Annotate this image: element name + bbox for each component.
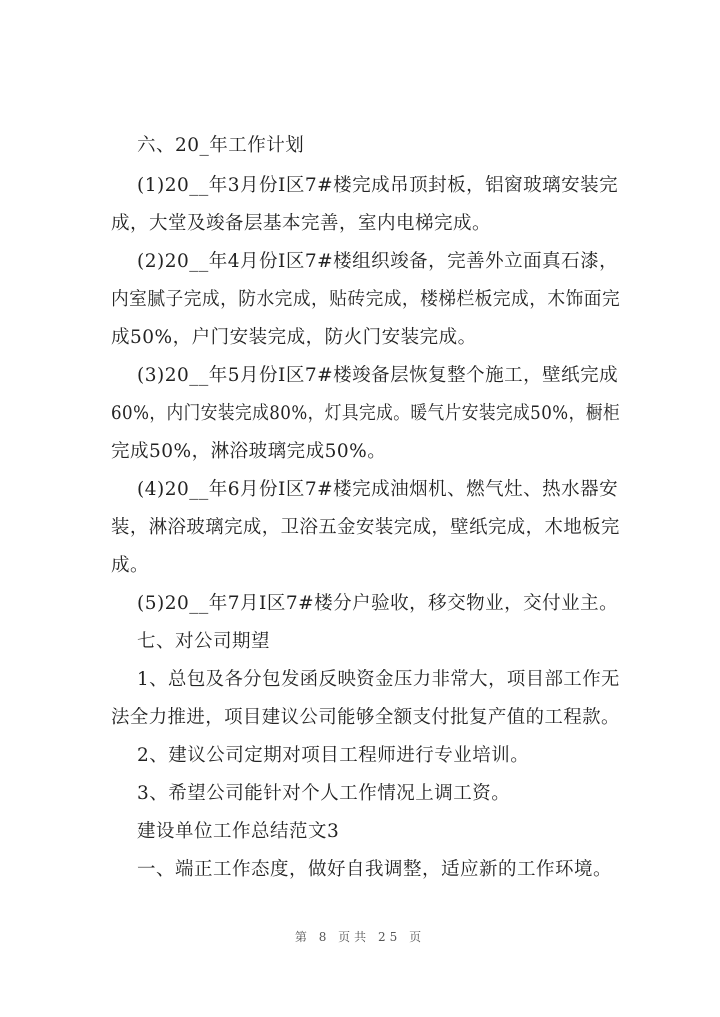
paragraph-line: 成，大堂及竣备层基本完善，室内电梯完成。 xyxy=(111,213,492,234)
paragraph-line: (1)20__年3月份I区7#楼完成吊顶封板，铝窗玻璃安装完 xyxy=(137,175,619,196)
paragraph-line: (5)20__年7月I区7#楼分户验收，移交物业，交付业主。 xyxy=(137,593,619,614)
paragraph-line: 2、建议公司定期对项目工程师进行专业培训。 xyxy=(137,745,530,766)
paragraph-line: 3、希望公司能针对个人工作情况上调工资。 xyxy=(137,783,511,804)
paragraph-line: 内室腻子完成，防水完成，贴砖完成，楼梯栏板完成，木饰面完 xyxy=(111,289,621,310)
paragraph-line: 1、总包及各分包发函反映资金压力非常大，项目部工作无 xyxy=(137,669,620,690)
section-heading-plan: 六、20_年工作计划 xyxy=(137,135,305,156)
paragraph-line: 完成50%，淋浴玻璃完成50%。 xyxy=(111,441,387,462)
paragraph-line: (2)20__年4月份I区7#楼组织竣备，完善外立面真石漆， xyxy=(137,251,619,272)
paragraph-line: (3)20__年5月份I区7#楼竣备层恢复整个施工，壁纸完成 xyxy=(137,365,619,386)
paragraph-line: 60%，内门安装完成80%，灯具完成。暖气片安装完成50%，橱柜 xyxy=(111,403,620,424)
article-title: 建设单位工作总结范文3 xyxy=(137,821,340,842)
section-heading-expectations: 七、对公司期望 xyxy=(137,631,271,652)
paragraph-line: 成。 xyxy=(111,555,150,576)
paragraph-line: 成50%，户门安装完成，防火门安装完成。 xyxy=(111,327,477,348)
paragraph-line: (4)20__年6月份I区7#楼完成油烟机、燃气灶、热水器安 xyxy=(137,479,619,500)
paragraph-line: 法全力推进，项目建议公司能够全额支付批复产值的工程款。 xyxy=(111,707,620,728)
page-number-footer: 第 8 页共 25 页 xyxy=(294,930,426,944)
paragraph-line: 装，淋浴玻璃完成，卫浴五金安装完成，壁纸完成，木地板完 xyxy=(111,517,620,538)
section-heading-attitude: 一、端正工作态度，做好自我调整，适应新的工作环境。 xyxy=(137,859,613,880)
